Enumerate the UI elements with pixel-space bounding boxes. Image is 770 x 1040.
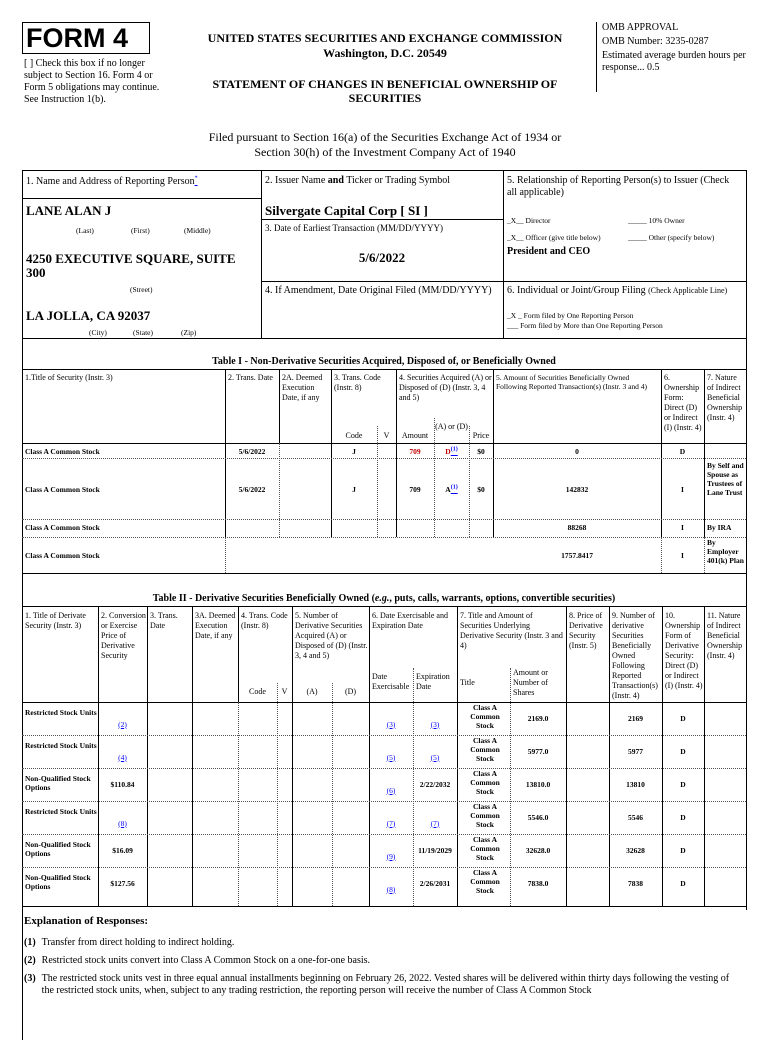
earliest-transaction-date: 5/6/2022 xyxy=(358,250,406,265)
t1-sub-amount: Amount xyxy=(401,431,429,440)
t2-h-trans-date: 3. Trans. Date xyxy=(150,611,178,630)
t2-row-underlying-amount: 7838.0 xyxy=(527,878,549,888)
t2-row-expiration: 11/19/2029 xyxy=(418,845,452,855)
t1-r1-footnote-link[interactable]: (1) xyxy=(450,446,458,453)
t1-h-form: 6. Ownership Form: Direct (D) or Indirect (I) (Instr. 4) xyxy=(664,373,702,432)
t2-sub-title: Title xyxy=(460,678,475,687)
t2-h-exercisable: 6. Date Exercisable and Expiration Date xyxy=(372,611,448,630)
t2-row-underlying-amount: 13810.0 xyxy=(525,779,551,789)
t2-h-form: 10. Ownership Form of Derivative Security: Direct (D) or Indirect (I) (Instr. 4) xyxy=(665,611,703,690)
t2-row-underlying-title: Class A Common Stock xyxy=(470,703,500,730)
t2-sub-a: (A) xyxy=(306,687,318,696)
t2-h-title: 1. Title of Derivate Security (Instr. 3) xyxy=(25,611,86,630)
t1-r4-nature: By Employer 401(k) Plan xyxy=(707,538,744,565)
t2-row-price: $110.84 xyxy=(110,779,135,789)
sec-location: Washington, D.C. 20549 xyxy=(323,46,447,60)
t2-row-exercisable-footnote-link[interactable]: (6) xyxy=(386,785,396,795)
t1-r2-code: J xyxy=(352,485,356,494)
statement-title: STATEMENT OF CHANGES IN BENEFICIAL OWNERSHIP OF SECURITIES xyxy=(212,77,558,105)
t2-row-title: Restricted Stock Units xyxy=(25,708,97,717)
t2-row-underlying-amount: 32628.0 xyxy=(525,845,551,855)
t1-r1-code: J xyxy=(352,447,356,456)
sec-heading: UNITED STATES SECURITIES AND EXCHANGE COMMISSION xyxy=(207,31,563,45)
other-option: _____ Other (specify below) xyxy=(628,233,715,242)
t2-row-form: D xyxy=(680,779,686,789)
t2-row-exercisable-footnote-link[interactable]: (5) xyxy=(386,752,396,762)
officer-option: _X__ Officer (give title below) xyxy=(507,233,601,242)
t1-r1-amount: 709 xyxy=(409,447,421,456)
t2-row-expiration-cell xyxy=(413,747,457,765)
t2-row-owned: 13810 xyxy=(626,779,645,789)
t2-row-price-footnote-link[interactable]: (2) xyxy=(118,719,127,729)
t2-h-underlying: 7. Title and Amount of Securities Underlying Derivative Security (Instr. 3 and 4) xyxy=(460,611,563,650)
t2-row-expiration: 2/26/2031 xyxy=(419,878,451,888)
omb-number: OMB Number: 3235-0287 xyxy=(602,36,709,47)
t2-row-exercisable-cell xyxy=(369,780,413,798)
t1-r3-form: I xyxy=(681,523,684,532)
t2-h-price: 8. Price of Derivative Security (Instr. 5) xyxy=(569,611,603,650)
t2-row-expiration-footnote-link[interactable]: (7) xyxy=(430,818,440,828)
t2-row-exercisable-footnote-link[interactable]: (3) xyxy=(386,719,396,729)
table1-title: Table I - Non-Derivative Securities Acquired, Disposed of, or Beneficially Owned xyxy=(212,356,556,367)
t1-r1-date: 5/6/2022 xyxy=(238,447,266,456)
t2-row-exercisable-cell xyxy=(369,747,413,765)
t2-row-underlying-title: Class A Common Stock xyxy=(470,802,500,829)
form-title-box xyxy=(22,22,150,54)
director-option: _X__ Director xyxy=(507,216,551,225)
t1-r1-title: Class A Common Stock xyxy=(25,447,100,456)
t2-row-form: D xyxy=(680,878,686,888)
t2-row-exercisable-cell xyxy=(369,846,413,864)
t2-row-underlying-title: Class A Common Stock xyxy=(470,736,500,763)
t1-r2-title: Class A Common Stock xyxy=(25,485,100,494)
t1-r2-nature: By Self and Spouse as Trustees of Lane Trust xyxy=(707,461,744,497)
t2-row-expiration-footnote-link[interactable]: (3) xyxy=(430,719,440,729)
filed-pursuant-1: Filed pursuant to Section 16(a) of the Securities Exchange Act of 1934 or xyxy=(208,130,562,144)
explanation-item: (2) Restricted stock units convert into Class A Common Stock on a one-for-one basis. xyxy=(24,955,371,966)
officer-title: President and CEO xyxy=(507,246,591,257)
t2-row-exercisable-footnote-link[interactable]: (8) xyxy=(386,884,396,894)
filing-one-person: _X _ Form filed by One Reporting Person xyxy=(507,311,634,320)
t1-r4-owned: 1757.8417 xyxy=(561,551,593,560)
state-label: (State) xyxy=(133,328,153,337)
reporting-person-street: 4250 EXECUTIVE SQUARE, SUITE 300 xyxy=(26,251,236,280)
first-label: (First) xyxy=(131,226,150,235)
filing-more-persons: ___ Form filed by More than One Reporting Person xyxy=(507,321,663,330)
t1-r4-form: I xyxy=(681,551,684,560)
t2-row-underlying-amount: 2169.0 xyxy=(527,713,549,723)
t2-sub-expiration: Expiration Date xyxy=(416,672,450,691)
t1-h-owned: 5. Amount of Securities Beneficially Owned Following Reported Transaction(s) (Instr. 3 and 4) xyxy=(496,373,648,391)
t1-r3-title: Class A Common Stock xyxy=(25,523,100,532)
t2-h-deemed: 3A. Deemed Execution Date, if any xyxy=(195,611,236,640)
t2-row-form: D xyxy=(680,746,686,756)
t1-r2-form: I xyxy=(681,485,684,494)
t2-row-price-cell xyxy=(98,813,147,831)
t2-row-owned: 2169 xyxy=(628,713,643,723)
t1-h-trans-date: 2. Trans. Date xyxy=(228,373,273,382)
reporting-person-label: 1. Name and Address of Reporting Person* xyxy=(26,175,198,187)
t2-h-trans-code: 4. Trans. Code (Instr. 8) xyxy=(241,611,288,630)
t1-h-nature: 7. Nature of Indirect Beneficial Ownership (Instr. 4) xyxy=(707,373,743,422)
t2-sub-exercisable: Date Exercisable xyxy=(372,672,410,691)
t1-r1-aord: D$^{(1)}$ xyxy=(445,446,458,456)
t2-row-underlying-amount: 5977.0 xyxy=(527,746,549,756)
t2-row-form: D xyxy=(680,812,686,822)
t2-h-conversion: 2. Conversion or Exercise Price of Derivative Security xyxy=(101,611,146,660)
t2-row-underlying-amount: 5546.0 xyxy=(527,812,549,822)
t1-r3-owned: 88268 xyxy=(567,523,587,532)
explanation-item: (1) Transfer from direct holding to indirect holding. xyxy=(24,937,235,948)
filing-label: 6. Individual or Joint/Group Filing (Check Applicable Line) xyxy=(507,285,728,296)
middle-label: (Middle) xyxy=(184,226,211,235)
t2-row-title: Restricted Stock Units xyxy=(25,807,97,816)
t1-r4-title: Class A Common Stock xyxy=(25,551,100,560)
t2-row-title: Restricted Stock Units xyxy=(25,741,97,750)
t1-h-trans-code: 3. Trans. Code (Instr. 8) xyxy=(334,373,381,392)
no-longer-subject-note: [ ] Check this box if no longer subject to Section 16. Form 4 or Form 5 obligations may continue. See Instruction 1(b). xyxy=(24,58,160,105)
t2-row-underlying-title: Class A Common Stock xyxy=(470,769,500,796)
t2-row-underlying-title: Class A Common Stock xyxy=(470,868,500,895)
t2-row-exercisable-footnote-link[interactable]: (9) xyxy=(386,851,396,861)
t1-r1-form: D xyxy=(679,447,686,456)
t2-h-number: 5. Number of Derivative Securities Acquired (A) or Disposed of (D) (Instr. 3, 4 and 5) xyxy=(295,611,368,660)
t1-h-acquired: 4. Securities Acquired (A) or Disposed of (D) (Instr. 3, 4 and 5) xyxy=(399,373,492,402)
t2-sub-code: Code xyxy=(249,687,266,696)
t2-row-exercisable-cell xyxy=(369,714,413,732)
t2-sub-v: V xyxy=(281,687,288,696)
t1-r2-amount: 709 xyxy=(409,485,421,494)
reporting-person-name: LANE ALAN J xyxy=(26,203,112,218)
t2-row-owned: 5546 xyxy=(628,812,643,822)
t1-r2-date: 5/6/2022 xyxy=(238,485,266,494)
t1-h-title: 1.Title of Security (Instr. 3) xyxy=(25,373,113,382)
issuer-label: 2. Issuer Name and Ticker or Trading Symbol xyxy=(265,175,451,186)
t2-row-title: Non-Qualified Stock Options xyxy=(25,873,91,891)
reporting-person-footnote-link[interactable]: * xyxy=(194,175,198,182)
t2-row-expiration-footnote-link[interactable]: (5) xyxy=(430,752,440,762)
t1-r2-footnote-link[interactable]: (1) xyxy=(450,484,458,491)
t1-r3-nature: By IRA xyxy=(707,523,732,532)
t2-row-exercisable-cell xyxy=(369,879,413,897)
t1-r1-price: $0 xyxy=(477,447,485,456)
last-label: (Last) xyxy=(76,226,94,235)
t1-sub-code: Code xyxy=(345,431,363,440)
t2-row-price-footnote-link[interactable]: (8) xyxy=(118,818,127,828)
t2-row-owned: 7838 xyxy=(628,878,643,888)
issuer-name: Silvergate Capital Corp [ SI ] xyxy=(265,203,428,218)
filed-pursuant-2: Section 30(h) of the Investment Company Act of 1940 xyxy=(254,145,516,159)
t1-sub-v: V xyxy=(383,431,390,440)
t1-r2-aord: A$^{(1)}$ xyxy=(445,484,458,494)
zip-label: (Zip) xyxy=(181,328,197,337)
t1-sub-aord: (A) or (D) xyxy=(435,422,468,431)
t2-row-price-footnote-link[interactable]: (4) xyxy=(118,752,127,762)
t2-row-price-cell xyxy=(98,747,147,765)
t2-row-price-cell xyxy=(98,714,147,732)
earliest-transaction-label: 3. Date of Earliest Transaction (MM/DD/YYYY) xyxy=(265,223,443,233)
ten-pct-owner-option: _____ 10% Owner xyxy=(628,216,685,225)
t1-r2-owned: 142832 xyxy=(565,485,589,494)
explanation-heading: Explanation of Responses: xyxy=(24,915,149,927)
t2-row-exercisable-footnote-link[interactable]: (7) xyxy=(386,818,396,828)
omb-box xyxy=(596,22,746,92)
t1-r1-owned: 0 xyxy=(575,447,579,456)
t2-row-owned: 32628 xyxy=(626,845,645,855)
reporting-person-city: LA JOLLA, CA 92037 xyxy=(26,308,151,323)
t2-sub-d: (D) xyxy=(344,687,357,696)
table2-title: Table II - Derivative Securities Beneficially Owned (e.g., puts, calls, warrants, options, convertible securities) xyxy=(152,593,616,604)
t2-row-exercisable-cell xyxy=(369,813,413,831)
relationship-label: 5. Relationship of Reporting Person(s) to Issuer (Check all applicable) xyxy=(507,175,730,198)
t2-h-nature: 11. Nature of Indirect Beneficial Ownership (Instr. 4) xyxy=(707,611,743,660)
t2-h-owned: 9. Number of derivative Securities Beneficially Owned Following Reported Transaction(s) (Instr. 4) xyxy=(612,611,658,700)
t1-h-deemed: 2A. Deemed Execution Date, if any xyxy=(282,373,323,402)
street-label: (Street) xyxy=(130,285,153,294)
t2-row-form: D xyxy=(680,713,686,723)
t2-row-underlying-title: Class A Common Stock xyxy=(470,835,500,862)
omb-approval: OMB APPROVAL xyxy=(602,22,679,33)
t2-row-expiration-cell xyxy=(413,714,457,732)
amendment-label: 4. If Amendment, Date Original Filed (MM/DD/YYYY) xyxy=(265,285,492,296)
t2-row-owned: 5977 xyxy=(628,746,643,756)
t2-row-expiration-cell xyxy=(413,813,457,831)
t2-row-expiration: 2/22/2032 xyxy=(419,779,451,789)
t1-sub-price: Price xyxy=(472,431,490,440)
t2-row-title: Non-Qualified Stock Options xyxy=(25,840,91,858)
t2-row-title: Non-Qualified Stock Options xyxy=(25,774,91,792)
t2-row-price: $16.09 xyxy=(112,845,133,855)
t2-row-price: $127.56 xyxy=(110,878,135,888)
t1-r2-price: $0 xyxy=(477,485,485,494)
t2-sub-amount: Amount or Number of Shares xyxy=(513,668,548,697)
city-label: (City) xyxy=(89,328,107,337)
omb-burden: Estimated average burden hours per response... 0.5 xyxy=(602,50,746,73)
t2-row-form: D xyxy=(680,845,686,855)
form-title: FORM 4 xyxy=(26,23,129,53)
explanation-item: (3) The restricted stock units vest in three equal annual installments beginning on February 26, 2022. Vested shares will be delivered within thirty days following the vesting of the restricted stock units, when, subject to any trading restriction, the reporting person will receive the number of Class A Common Stock xyxy=(24,973,730,996)
